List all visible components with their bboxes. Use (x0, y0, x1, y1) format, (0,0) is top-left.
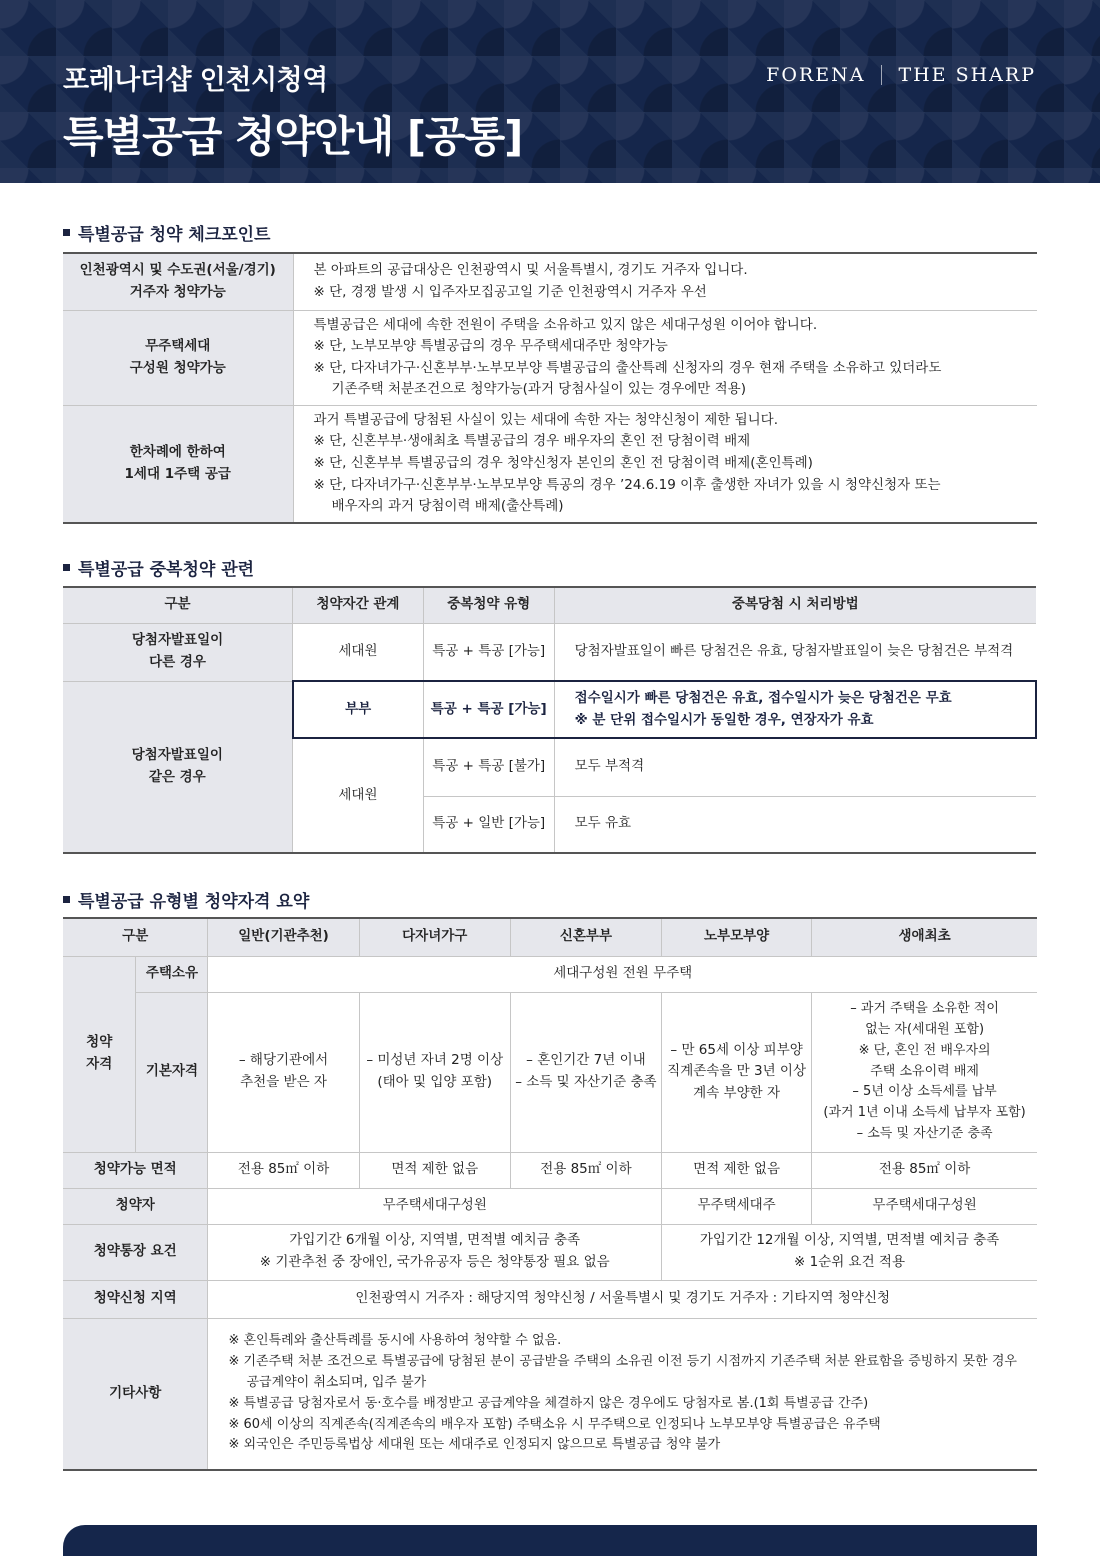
region-cell: 인천광역시 거주자 : 해당지역 청약신청 / 서울특별시 및 경기도 거주자 : 기타지역 청약신청 (208, 1280, 1037, 1318)
table-header-row (63, 918, 1037, 956)
method-cell: 모두 부적격 (554, 738, 1036, 796)
table-header-row (63, 587, 1036, 623)
basic-first-time: – 과거 주택을 소유한 적이 없는 자(세대원 포함) ※ 단, 혼인 전 배우자의 주택 소유이력 배제 – 5년 이상 소득세를 납부 (과거 1년 이내 소득세 납부자 포함) – 소득 및 자산기준 충족 (812, 992, 1037, 1152)
row-label: 당첨자발표일이 다른 경우 (63, 623, 293, 681)
table-row (63, 1188, 1037, 1224)
table-row (63, 1152, 1037, 1188)
relation-cell: 세대원 (293, 738, 424, 853)
row-label: 청약신청 지역 (63, 1280, 208, 1318)
table-row (63, 1318, 1037, 1470)
basic-newlywed: – 혼인기간 7년 이내 – 소득 및 자산기준 충족 (510, 992, 661, 1152)
row-label: 청약자 (63, 1188, 208, 1224)
row-label: 인천광역시 및 수도권(서울/경기) 거주자 청약가능 (63, 253, 293, 310)
column-header: 생애최초 (812, 918, 1037, 956)
row-label: 당첨자발표일이 같은 경우 (63, 681, 293, 853)
column-header: 다자녀가구 (359, 918, 510, 956)
table-row-highlighted (63, 681, 1036, 738)
row-label: 무주택세대 구성원 청약가능 (63, 310, 293, 405)
checkpoint-table (63, 252, 1037, 524)
qualification-summary-table (63, 917, 1037, 1471)
type-cell: 특공 + 특공 [불가] (423, 738, 554, 796)
section2-title: 특별공급 중복청약 관련 (63, 555, 254, 580)
applicant-cell: 무주택세대구성원 (208, 1188, 662, 1224)
brand-forena: FORENA (766, 64, 866, 86)
row-content: 과거 특별공급에 당첨된 사실이 있는 세대에 속한 자는 청약신청이 제한 됩니다. ※ 단, 신혼부부·생애최초 특별공급의 경우 배우자의 혼인 전 당첨이력 배제 ※ 단, 신혼부부 특별공급의 경우 청약신청자 본인의 혼인 전 당첨이력 배제(혼인특례) ※ 단, 다자녀가구·신혼부부·노부모부양 특공의 경우 ’24.6.19 이후 출생한 자녀가 있을 시 청약신청자 또는 배우자의 과거 당첨이력 배제(출산특례) (293, 405, 1037, 522)
method-cell: 당첨자발표일이 빠른 당첨건은 유효, 당첨자발표일이 늦은 당첨건은 부적격 (554, 623, 1036, 681)
brand-logo (766, 64, 1036, 86)
row-label: 한차례에 한하여 1세대 1주택 공급 (63, 405, 293, 522)
table-row (63, 405, 1037, 522)
column-header: 일반(기관추천) (208, 918, 359, 956)
basic-general: – 해당기관에서 추천을 받은 자 (208, 992, 359, 1152)
type-cell: 특공 + 특공 [가능] (423, 681, 554, 738)
table-row (63, 623, 1036, 681)
table-row (63, 992, 1037, 1152)
column-header: 노부모부양 (662, 918, 812, 956)
row-label: 기본자격 (136, 992, 208, 1152)
area-cell: 면적 제한 없음 (359, 1152, 510, 1188)
account-cell: 가입기간 12개월 이상, 지역별, 면적별 예치금 충족 ※ 1순위 요건 적용 (662, 1224, 1037, 1280)
area-cell: 전용 85㎡ 이하 (208, 1152, 359, 1188)
column-header: 청약자간 관계 (293, 587, 424, 623)
row-label: 주택소유 (136, 956, 208, 992)
table-row (63, 1280, 1037, 1318)
relation-cell: 세대원 (293, 623, 424, 681)
row-label: 청약가능 면적 (63, 1152, 208, 1188)
area-cell: 전용 85㎡ 이하 (510, 1152, 661, 1188)
section1-title: 특별공급 청약 체크포인트 (63, 220, 270, 245)
table-row (63, 1224, 1037, 1280)
area-cell: 전용 85㎡ 이하 (812, 1152, 1037, 1188)
applicant-cell: 무주택세대주 (662, 1188, 812, 1224)
header-subtitle: 포레나더샵 인천시청역 (63, 65, 328, 96)
type-cell: 특공 + 특공 [가능] (423, 623, 554, 681)
column-header: 구분 (63, 918, 208, 956)
footer-bar (63, 1525, 1037, 1556)
column-header: 구분 (63, 587, 293, 623)
column-header: 중복청약 유형 (423, 587, 554, 623)
row-content: 특별공급은 세대에 속한 전원이 주택을 소유하고 있지 않은 세대구성원 이어야 합니다. ※ 단, 노부모부양 특별공급의 경우 무주택세대주만 청약가능 ※ 단, 다자녀가구·신혼부부·노부모부양 특별공급의 출산특례 신청자의 경우 현재 주택을 소유하고 있더라도 기존주택 처분조건으로 청약가능(과거 당첨사실이 있는 경우에만 적용) (293, 310, 1037, 405)
method-cell: 접수일시가 빠른 당첨건은 유효, 접수일시가 늦은 당첨건은 무효 ※ 분 단위 접수일시가 동일한 경우, 연장자가 유효 (554, 681, 1036, 738)
header-banner (0, 0, 1100, 183)
account-cell: 가입기간 6개월 이상, 지역별, 면적별 예치금 충족 ※ 기관추천 중 장애인, 국가유공자 등은 청약통장 필요 없음 (208, 1224, 662, 1280)
area-cell: 면적 제한 없음 (662, 1152, 812, 1188)
row-group-label: 청약 자격 (63, 956, 136, 1152)
type-cell: 특공 + 일반 [가능] (423, 796, 554, 853)
bullet-square-icon (63, 564, 70, 571)
basic-multi-child: – 미성년 자녀 2명 이상 (태아 및 입양 포함) (359, 992, 510, 1152)
brand-thesharp: THE SHARP (898, 64, 1036, 86)
bullet-square-icon (63, 229, 70, 236)
duplicate-application-table (63, 586, 1037, 854)
brand-divider (881, 65, 882, 85)
row-content: 본 아파트의 공급대상은 인천광역시 및 서울특별시, 경기도 거주자 입니다. ※ 단, 경쟁 발생 시 입주자모집공고일 기준 인천광역시 거주자 우선 (293, 253, 1037, 310)
table-row (63, 310, 1037, 405)
column-header: 신혼부부 (510, 918, 661, 956)
section3-title: 특별공급 유형별 청약자격 요약 (63, 887, 309, 912)
housing-value: 세대구성원 전원 무주택 (208, 956, 1037, 992)
row-label: 청약통장 요건 (63, 1224, 208, 1280)
basic-parents: – 만 65세 이상 피부양 직계존속을 만 3년 이상 계속 부양한 자 (662, 992, 812, 1152)
row-label: 기타사항 (63, 1318, 208, 1470)
page-title: 특별공급 청약안내 [공통] (63, 112, 523, 161)
applicant-cell: 무주택세대구성원 (812, 1188, 1037, 1224)
table-row (63, 956, 1037, 992)
column-header: 중복당첨 시 처리방법 (554, 587, 1036, 623)
relation-cell: 부부 (293, 681, 424, 738)
method-cell: 모두 유효 (554, 796, 1036, 853)
bullet-square-icon (63, 896, 70, 903)
etc-cell: ※ 혼인특례와 출산특례를 동시에 사용하여 청약할 수 없음. ※ 기존주택 처분 조건으로 특별공급에 당첨된 분이 공급받을 주택의 소유권 이전 등기 시점까지 기존주택 처분 완료함을 증빙하지 못한 경우 공급계약이 취소되며, 입주 불가 ※ 특별공급 당첨자로서 동·호수를 배정받고 공급계약을 체결하지 않은 경우에도 당첨자로 봄.(1회 특별공급 간주) ※ 60세 이상의 직계존속(직계존속의 배우자 포함) 주택소유 시 무주택으로 인정되나 노부모부양 특별공급은 유주택 ※ 외국인은 주민등록법상 세대원 또는 세대주로 인정되지 않으므로 특별공급 청약 불가 (208, 1318, 1037, 1470)
table-row (63, 253, 1037, 310)
